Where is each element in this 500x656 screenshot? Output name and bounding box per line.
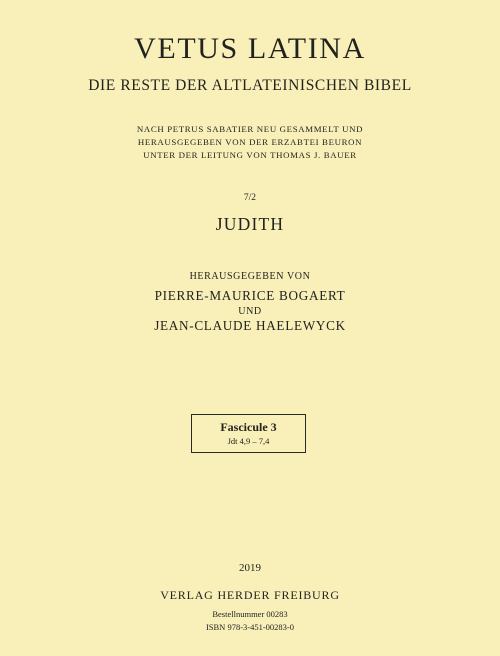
publication-year: 2019 [239,562,261,574]
editors-conjunction: UND [238,306,262,317]
fascicle-label: Fascicule 3 [220,420,277,434]
fascicle-range: Jdt 4,9 – 7,4 [227,436,270,446]
isbn: ISBN 978-3-451-00283-0 [205,622,295,632]
book-title: JUDITH [215,214,285,234]
editor-name-2: JEAN-CLAUDE HAELEWYCK [154,318,346,333]
editorial-line-1: NACH PETRUS SABATIER NEU GESAMMELT UND [136,124,364,134]
editorial-line-2: HERAUSGEGEBEN VON DER ERZABTEI BEURON [137,137,363,147]
order-number: Bestellnummer 00283 [212,609,288,619]
editors-label: HERAUSGEGEBEN VON [189,271,311,282]
series-subtitle: DIE RESTE DER ALTLATEINISCHEN BIBEL [88,77,412,94]
publisher: VERLAG HERDER FREIBURG [160,588,340,602]
editor-name-1: PIERRE-MAURICE BOGAERT [154,288,346,303]
volume-number: 7/2 [243,193,257,203]
editorial-line-3: UNTER DER LEITUNG VON THOMAS J. BAUER [143,150,357,160]
fascicle-box [191,414,306,453]
series-title: VETUS LATINA [134,32,366,65]
